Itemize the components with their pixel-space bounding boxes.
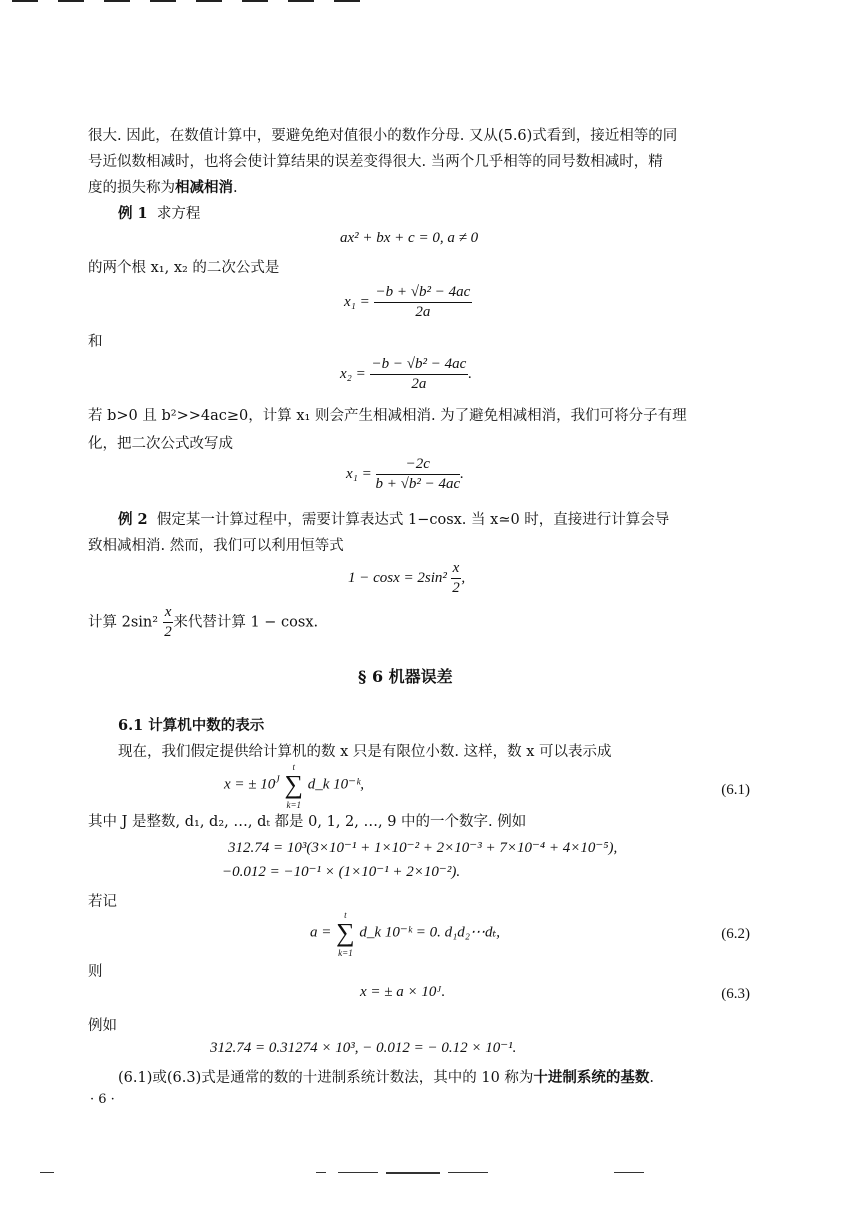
- eq-number-6-1: (6.1): [721, 782, 750, 798]
- and-text: 和: [88, 334, 103, 350]
- example1-line: 例 1 求方程: [118, 205, 201, 222]
- ruo-ji: 若记: [88, 894, 117, 910]
- page-number: · 6 ·: [90, 1092, 115, 1107]
- formula-x2: x₂ = $\frac{\text{−b − √b² − 4ac}}{2a}$ .: [340, 356, 473, 392]
- formula-x1-rationalized: x₁ = $\frac{-2c}{\text{b + √b² − 4ac}}$ .: [346, 456, 464, 492]
- example2-line2: 致相减相消. 然而，我们可以利用恒等式: [88, 538, 344, 554]
- equation-quadratic: ax² + bx + c = 0, a ≠ 0: [340, 230, 479, 246]
- term-cancellation: 相减相消: [175, 179, 233, 196]
- eq-number-6-2: (6.2): [721, 926, 750, 942]
- para5: (6.1)或(6.3)式是通常的数的十进制系统计数法，其中的 10 称为十进制系统的基数.: [118, 1069, 655, 1086]
- example1-label: 例 1: [118, 205, 148, 222]
- para2-line1: 若 b>0 且 b²>>4ac≥0，计算 x₁ 则会产生相减相消. 为了避免相减相消，我们可将分子有理: [88, 408, 687, 424]
- example-line3: 312.74 = 0.31274 × 10³, − 0.012 = − 0.12 × 10⁻¹.: [210, 1040, 517, 1056]
- para3: 现在，我们假定提供给计算机的数 x 只是有限位小数. 这样，数 x 可以表示成: [118, 744, 612, 760]
- liru: 例如: [88, 1018, 117, 1034]
- equation-6-1: x = ± $10^J$ ∑ t k=1 d_k 10⁻ᵏ,: [224, 762, 365, 810]
- para4: 其中 J 是整数, d₁, d₂, …, dₜ 都是 0, 1, 2, …, 9 中的一个数字. 例如: [88, 814, 527, 830]
- roots-text: 的两个根 x₁, x₂ 的二次公式是: [88, 260, 280, 276]
- example-line1: 312.74 = 10³(3×10⁻¹ + 1×10⁻² + 2×10⁻³ + 7×10⁻⁴ + 4×10⁻⁵),: [228, 840, 618, 856]
- equation-6-3: x = ± a × 10ᴶ.: [360, 984, 446, 1000]
- ze: 则: [88, 964, 103, 980]
- term-base: 十进制系统的基数: [533, 1069, 650, 1086]
- eq-number-6-3: (6.3): [721, 986, 750, 1002]
- para1-line1: 很大. 因此，在数值计算中，要避免绝对值很小的数作分母. 又从(5.6)式看到，接近相等的同: [88, 128, 678, 144]
- example2-line1: 例 2 假定某一计算过程中，需要计算表达式 1−cosx. 当 x≃0 时，直接进行计算会导: [118, 511, 670, 528]
- subsection-title: 6.1 计算机中数的表示: [118, 717, 265, 734]
- example2-label: 例 2: [118, 511, 148, 528]
- formula-x1: x₁ = $\frac{\text{−b + √b² − 4ac}}{2a}$: [344, 284, 471, 320]
- section-title: § 6 机器误差: [358, 667, 453, 686]
- para1-line3: 度的损失称为相减相消.: [88, 179, 238, 196]
- para2-line2: 化，把二次公式改写成: [88, 436, 233, 452]
- example-line2: −0.012 = −10⁻¹ × (1×10⁻¹ + 2×10⁻²).: [222, 864, 461, 880]
- para1-line2: 号近似数相减时，也将会使计算结果的误差变得很大. 当两个几乎相等的同号数相减时，精: [88, 154, 663, 170]
- equation-6-2: a = ∑ t k=1 d_k 10⁻ᵏ = 0. d₁d₂⋯dₜ,: [310, 910, 500, 958]
- identity-formula: 1 − cosx = 2sin² $\frac{x}{2}$ ,: [348, 560, 466, 596]
- calc-line: 计算 2sin² $\frac{x}{2}$ 来代替计算 1 − cosx.: [88, 604, 319, 640]
